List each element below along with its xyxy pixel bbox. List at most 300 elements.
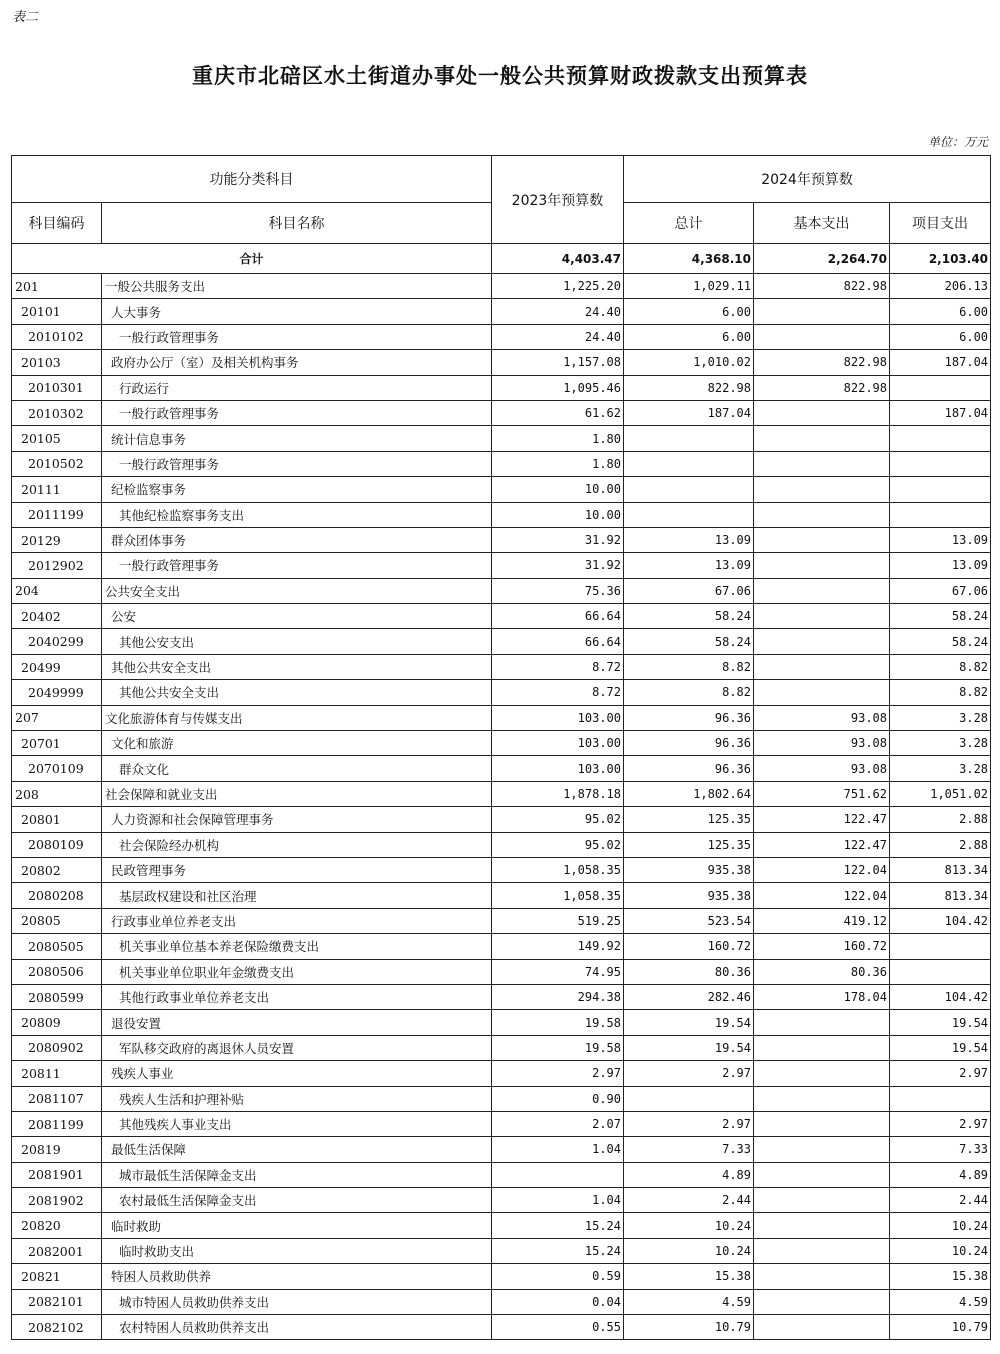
row-name: 一般行政管理事务 (102, 400, 492, 425)
row-prev-year: 24.40 (492, 299, 624, 324)
row-name: 文化和旅游 (102, 731, 492, 756)
row-total: 58.24 (624, 604, 754, 629)
row-code: 2080902 (12, 1035, 102, 1060)
unit-label: 单位：万元 (927, 135, 988, 149)
row-total: 2.44 (624, 1188, 754, 1213)
row-code: 20819 (12, 1137, 102, 1162)
row-name: 纪检监察事务 (102, 477, 492, 502)
row-prev-year: 0.59 (492, 1264, 624, 1289)
row-code: 20402 (12, 604, 102, 629)
row-prev-year: 10.00 (492, 477, 624, 502)
table-row (12, 883, 991, 908)
row-name: 农村特困人员救助供养支出 (102, 1315, 492, 1340)
row-code: 2049999 (12, 680, 102, 705)
row-name: 文化旅游体育与传媒支出 (102, 705, 492, 730)
row-project: 13.09 (890, 527, 991, 552)
row-basic (754, 1213, 890, 1238)
row-basic: 122.04 (754, 883, 890, 908)
row-basic: 822.98 (754, 274, 890, 299)
row-basic (754, 1315, 890, 1340)
table-row (12, 451, 991, 476)
table-row (12, 426, 991, 451)
table-row (12, 400, 991, 425)
row-total: 10.79 (624, 1315, 754, 1340)
row-project: 813.34 (890, 883, 991, 908)
table-row (12, 1035, 991, 1060)
row-prev-year: 103.00 (492, 705, 624, 730)
row-code: 2010301 (12, 375, 102, 400)
row-code: 2082101 (12, 1289, 102, 1314)
header-name: 科目名称 (102, 203, 492, 244)
row-name: 城市特困人员救助供养支出 (102, 1289, 492, 1314)
row-code: 2011199 (12, 502, 102, 527)
table-row (12, 1111, 991, 1136)
row-project: 7.33 (890, 1137, 991, 1162)
row-prev-year: 0.55 (492, 1315, 624, 1340)
total-basic: 2,264.70 (754, 244, 890, 274)
row-basic (754, 299, 890, 324)
row-code: 20103 (12, 350, 102, 375)
row-code: 201 (12, 274, 102, 299)
row-prev-year: 8.72 (492, 680, 624, 705)
row-project: 10.24 (890, 1213, 991, 1238)
table-row (12, 959, 991, 984)
row-total: 4.59 (624, 1289, 754, 1314)
row-name: 退役安置 (102, 1010, 492, 1035)
row-name: 一般行政管理事务 (102, 451, 492, 476)
table-row (12, 654, 991, 679)
header-code: 科目编码 (12, 203, 102, 244)
table-label: 表二 (12, 10, 39, 25)
row-code: 2080506 (12, 959, 102, 984)
row-code: 20105 (12, 426, 102, 451)
row-prev-year: 1,058.35 (492, 883, 624, 908)
row-total: 4.89 (624, 1162, 754, 1187)
row-basic (754, 527, 890, 552)
table-row (12, 832, 991, 857)
row-total (624, 451, 754, 476)
table-row (12, 274, 991, 299)
row-code: 20111 (12, 477, 102, 502)
row-project: 6.00 (890, 324, 991, 349)
table-row (12, 731, 991, 756)
row-code: 20821 (12, 1264, 102, 1289)
row-name: 基层政权建设和社区治理 (102, 883, 492, 908)
row-total: 8.82 (624, 680, 754, 705)
row-code: 20499 (12, 654, 102, 679)
row-code: 20809 (12, 1010, 102, 1035)
row-basic (754, 553, 890, 578)
row-basic (754, 680, 890, 705)
row-name: 人力资源和社会保障管理事务 (102, 807, 492, 832)
row-total: 125.35 (624, 807, 754, 832)
row-project (890, 934, 991, 959)
row-basic: 751.62 (754, 781, 890, 806)
row-prev-year: 1,157.08 (492, 350, 624, 375)
row-name: 最低生活保障 (102, 1137, 492, 1162)
table-row (12, 350, 991, 375)
row-total: 6.00 (624, 299, 754, 324)
row-total: 282.46 (624, 984, 754, 1009)
row-basic (754, 1137, 890, 1162)
row-name: 统计信息事务 (102, 426, 492, 451)
row-code: 2081902 (12, 1188, 102, 1213)
row-total: 935.38 (624, 883, 754, 908)
row-name: 临时救助支出 (102, 1238, 492, 1263)
row-name: 民政管理事务 (102, 857, 492, 882)
row-name: 社会保险经办机构 (102, 832, 492, 857)
row-prev-year: 149.92 (492, 934, 624, 959)
row-basic (754, 324, 890, 349)
row-prev-year: 31.92 (492, 527, 624, 552)
row-code: 20802 (12, 857, 102, 882)
row-project: 19.54 (890, 1035, 991, 1060)
row-code: 2082001 (12, 1238, 102, 1263)
row-basic (754, 477, 890, 502)
row-prev-year: 2.97 (492, 1061, 624, 1086)
row-name: 残疾人事业 (102, 1061, 492, 1086)
row-prev-year: 31.92 (492, 553, 624, 578)
row-name: 政府办公厅（室）及相关机构事务 (102, 350, 492, 375)
row-project: 8.82 (890, 654, 991, 679)
row-prev-year: 1.80 (492, 426, 624, 451)
row-basic (754, 654, 890, 679)
row-total: 7.33 (624, 1137, 754, 1162)
row-code: 20811 (12, 1061, 102, 1086)
row-prev-year: 66.64 (492, 604, 624, 629)
row-project (890, 451, 991, 476)
row-total: 2.97 (624, 1111, 754, 1136)
row-name: 机关事业单位职业年金缴费支出 (102, 959, 492, 984)
total-label: 合计 (12, 244, 492, 274)
row-project (890, 477, 991, 502)
table-row (12, 807, 991, 832)
row-project: 104.42 (890, 908, 991, 933)
table-row (12, 1188, 991, 1213)
row-prev-year: 8.72 (492, 654, 624, 679)
row-prev-year: 24.40 (492, 324, 624, 349)
header-basic: 基本支出 (754, 203, 890, 244)
row-name: 城市最低生活保障金支出 (102, 1162, 492, 1187)
row-project: 15.38 (890, 1264, 991, 1289)
row-basic (754, 1111, 890, 1136)
row-prev-year: 95.02 (492, 807, 624, 832)
row-total: 19.54 (624, 1035, 754, 1060)
row-code: 2080599 (12, 984, 102, 1009)
row-name: 一般行政管理事务 (102, 324, 492, 349)
row-total: 125.35 (624, 832, 754, 857)
row-basic (754, 578, 890, 603)
row-basic (754, 1162, 890, 1187)
row-name: 公安 (102, 604, 492, 629)
table-row (12, 984, 991, 1009)
row-prev-year: 0.04 (492, 1289, 624, 1314)
row-name: 行政事业单位养老支出 (102, 908, 492, 933)
row-prev-year: 1.80 (492, 451, 624, 476)
row-prev-year: 103.00 (492, 731, 624, 756)
row-basic (754, 1188, 890, 1213)
header-prev-year: 2023年预算数 (492, 156, 624, 244)
row-code: 2081901 (12, 1162, 102, 1187)
row-basic: 93.08 (754, 731, 890, 756)
row-code: 2080109 (12, 832, 102, 857)
row-code: 2070109 (12, 756, 102, 781)
row-project: 2.88 (890, 807, 991, 832)
row-name: 机关事业单位基本养老保险缴费支出 (102, 934, 492, 959)
table-row (12, 756, 991, 781)
table-row (12, 1061, 991, 1086)
table-row (12, 604, 991, 629)
row-basic: 80.36 (754, 959, 890, 984)
row-prev-year: 19.58 (492, 1035, 624, 1060)
row-prev-year: 1.04 (492, 1188, 624, 1213)
row-project: 4.89 (890, 1162, 991, 1187)
row-prev-year: 15.24 (492, 1238, 624, 1263)
total-total: 4,368.10 (624, 244, 754, 274)
row-code: 204 (12, 578, 102, 603)
row-total: 822.98 (624, 375, 754, 400)
table-row (12, 553, 991, 578)
row-project: 13.09 (890, 553, 991, 578)
table-row (12, 781, 991, 806)
row-total: 523.54 (624, 908, 754, 933)
row-project: 58.24 (890, 604, 991, 629)
row-project (890, 959, 991, 984)
row-name: 其他行政事业单位养老支出 (102, 984, 492, 1009)
row-total: 160.72 (624, 934, 754, 959)
row-total: 6.00 (624, 324, 754, 349)
row-basic (754, 502, 890, 527)
row-basic (754, 1238, 890, 1263)
row-prev-year: 95.02 (492, 832, 624, 857)
row-name: 其他公共安全支出 (102, 680, 492, 705)
row-basic: 122.47 (754, 832, 890, 857)
row-basic: 160.72 (754, 934, 890, 959)
table-row (12, 1289, 991, 1314)
row-basic (754, 426, 890, 451)
row-prev-year: 10.00 (492, 502, 624, 527)
table-row (12, 375, 991, 400)
row-name: 临时救助 (102, 1213, 492, 1238)
table-row (12, 299, 991, 324)
row-name: 特困人员救助供养 (102, 1264, 492, 1289)
row-name: 群众团体事务 (102, 527, 492, 552)
row-project: 3.28 (890, 731, 991, 756)
row-project: 2.44 (890, 1188, 991, 1213)
table-row (12, 502, 991, 527)
row-project: 206.13 (890, 274, 991, 299)
row-basic (754, 400, 890, 425)
row-project: 187.04 (890, 400, 991, 425)
header-project: 项目支出 (890, 203, 991, 244)
row-basic (754, 1289, 890, 1314)
row-prev-year: 2.07 (492, 1111, 624, 1136)
row-project: 10.24 (890, 1238, 991, 1263)
row-total (624, 1086, 754, 1111)
row-code: 20129 (12, 527, 102, 552)
row-project (890, 502, 991, 527)
row-project: 2.97 (890, 1111, 991, 1136)
row-code: 2010502 (12, 451, 102, 476)
row-total: 10.24 (624, 1238, 754, 1263)
row-basic (754, 1061, 890, 1086)
row-name: 公共安全支出 (102, 578, 492, 603)
row-project: 1,051.02 (890, 781, 991, 806)
row-prev-year: 19.58 (492, 1010, 624, 1035)
row-name: 一般行政管理事务 (102, 553, 492, 578)
row-code: 2010102 (12, 324, 102, 349)
row-prev-year (492, 1162, 624, 1187)
table-row (12, 1010, 991, 1035)
row-total: 1,029.11 (624, 274, 754, 299)
row-total: 96.36 (624, 731, 754, 756)
row-prev-year: 61.62 (492, 400, 624, 425)
table-row (12, 934, 991, 959)
row-basic: 178.04 (754, 984, 890, 1009)
row-prev-year: 1.04 (492, 1137, 624, 1162)
row-total: 1,802.64 (624, 781, 754, 806)
row-project: 104.42 (890, 984, 991, 1009)
budget-table (11, 155, 991, 1340)
row-project (890, 375, 991, 400)
row-prev-year: 75.36 (492, 578, 624, 603)
table-row (12, 1086, 991, 1111)
row-prev-year: 74.95 (492, 959, 624, 984)
row-code: 207 (12, 705, 102, 730)
total-project: 2,103.40 (890, 244, 991, 274)
row-total (624, 477, 754, 502)
row-code: 2081199 (12, 1111, 102, 1136)
row-basic: 122.04 (754, 857, 890, 882)
row-name: 其他残疾人事业支出 (102, 1111, 492, 1136)
row-total: 15.38 (624, 1264, 754, 1289)
row-project: 2.88 (890, 832, 991, 857)
row-code: 2080208 (12, 883, 102, 908)
table-row (12, 527, 991, 552)
row-total (624, 426, 754, 451)
row-basic: 93.08 (754, 705, 890, 730)
row-code: 2010302 (12, 400, 102, 425)
table-row (12, 1213, 991, 1238)
row-name: 军队移交政府的离退休人员安置 (102, 1035, 492, 1060)
row-total: 96.36 (624, 705, 754, 730)
row-basic (754, 1086, 890, 1111)
row-prev-year: 519.25 (492, 908, 624, 933)
row-prev-year: 66.64 (492, 629, 624, 654)
row-basic (754, 629, 890, 654)
row-project: 10.79 (890, 1315, 991, 1340)
row-total: 13.09 (624, 553, 754, 578)
row-total: 96.36 (624, 756, 754, 781)
row-basic: 122.47 (754, 807, 890, 832)
row-code: 2082102 (12, 1315, 102, 1340)
row-name: 其他公共安全支出 (102, 654, 492, 679)
table-row (12, 1238, 991, 1263)
row-name: 群众文化 (102, 756, 492, 781)
row-basic: 93.08 (754, 756, 890, 781)
row-name: 行政运行 (102, 375, 492, 400)
row-basic (754, 604, 890, 629)
row-project: 67.06 (890, 578, 991, 603)
row-basic (754, 451, 890, 476)
table-row (12, 1264, 991, 1289)
row-prev-year: 103.00 (492, 756, 624, 781)
row-basic: 419.12 (754, 908, 890, 933)
row-project: 813.34 (890, 857, 991, 882)
total-prev: 4,403.47 (492, 244, 624, 274)
document-title: 重庆市北碚区水土街道办事处一般公共预算财政拨款支出预算表 (192, 63, 808, 88)
row-basic (754, 1010, 890, 1035)
table-row (12, 477, 991, 502)
table-row (12, 1162, 991, 1187)
row-total: 8.82 (624, 654, 754, 679)
table-row (12, 578, 991, 603)
row-name: 其他纪检监察事务支出 (102, 502, 492, 527)
table-row (12, 629, 991, 654)
table-row (12, 680, 991, 705)
row-name: 一般公共服务支出 (102, 274, 492, 299)
row-basic: 822.98 (754, 350, 890, 375)
row-code: 208 (12, 781, 102, 806)
row-code: 20701 (12, 731, 102, 756)
row-project: 3.28 (890, 756, 991, 781)
row-code: 20805 (12, 908, 102, 933)
header-curr-year: 2024年预算数 (624, 156, 991, 203)
row-basic (754, 1264, 890, 1289)
row-total (624, 502, 754, 527)
row-project: 3.28 (890, 705, 991, 730)
row-project: 187.04 (890, 350, 991, 375)
row-code: 2081107 (12, 1086, 102, 1111)
row-project: 8.82 (890, 680, 991, 705)
row-project: 4.59 (890, 1289, 991, 1314)
table-row (12, 857, 991, 882)
header-functional: 功能分类科目 (12, 156, 492, 203)
row-project (890, 1086, 991, 1111)
row-project (890, 426, 991, 451)
row-total: 80.36 (624, 959, 754, 984)
row-prev-year: 1,058.35 (492, 857, 624, 882)
row-prev-year: 1,225.20 (492, 274, 624, 299)
row-total: 187.04 (624, 400, 754, 425)
table-row (12, 1137, 991, 1162)
row-total: 1,010.02 (624, 350, 754, 375)
row-project: 58.24 (890, 629, 991, 654)
row-code: 20801 (12, 807, 102, 832)
row-code: 20101 (12, 299, 102, 324)
row-name: 农村最低生活保障金支出 (102, 1188, 492, 1213)
row-name: 社会保障和就业支出 (102, 781, 492, 806)
row-total: 935.38 (624, 857, 754, 882)
row-prev-year: 0.90 (492, 1086, 624, 1111)
row-code: 20820 (12, 1213, 102, 1238)
header-row-1 (12, 156, 991, 203)
row-code: 2080505 (12, 934, 102, 959)
total-row (12, 244, 991, 274)
row-code: 2040299 (12, 629, 102, 654)
row-prev-year: 1,878.18 (492, 781, 624, 806)
row-total: 58.24 (624, 629, 754, 654)
row-prev-year: 1,095.46 (492, 375, 624, 400)
row-basic: 822.98 (754, 375, 890, 400)
row-total: 19.54 (624, 1010, 754, 1035)
table-row (12, 908, 991, 933)
table-row (12, 705, 991, 730)
row-basic (754, 1035, 890, 1060)
header-total: 总计 (624, 203, 754, 244)
row-project: 6.00 (890, 299, 991, 324)
row-code: 2012902 (12, 553, 102, 578)
